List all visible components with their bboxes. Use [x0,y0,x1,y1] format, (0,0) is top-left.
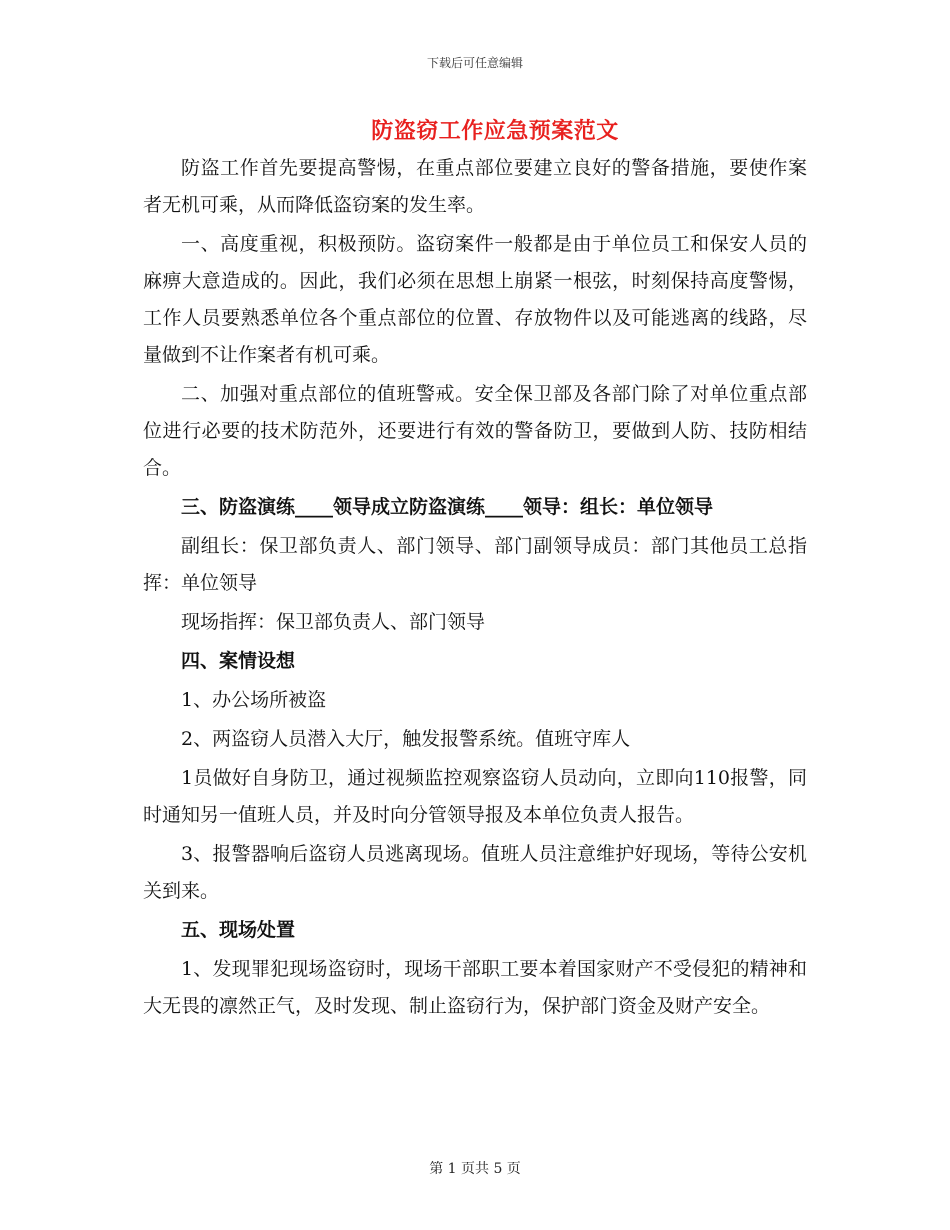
deputy-leader-paragraph: 副组长：保卫部负责人、部门领导、部门副领导成员：部门其他员工总指挥：单位领导 [143,535,807,594]
document-body [143,150,807,1025]
section-1-paragraph: 一、高度重视，积极预防。盗窃案件一般都是由于单位员工和保安人员的麻痹大意造成的。因此，我们必须在思想上崩紧一根弦，时刻保持高度警惕，工作人员要熟悉单位各个重点部位的位置、存放物件以及可能逃离的线路，尽量做到不让作案者有机可乘。 [143,233,807,366]
intro-paragraph: 防盗工作首先要提高警惕，在重点部位要建立良好的警备措施，要使作案者无机可乘，从而降低盗窃案的发生率。 [143,157,807,216]
scenario-item-2-continued: 1员做好自身防卫，通过视频监控观察盗窃人员动向，立即向110报警，同时通知另一值班人员，并及时向分管领导报及本单位负责人报告。 [143,767,807,826]
onsite-commander-paragraph: 现场指挥：保卫部负责人、部门领导 [181,611,486,633]
section-5-heading: 五、现场处置 [181,919,296,941]
scenario-item-3: 3、报警器响后盗窃人员逃离现场。值班人员注意维护好现场，等待公安机关到来。 [143,843,807,902]
page-header-note: 下载后可任意编辑 [426,56,523,70]
scenario-item-1: 1、办公场所被盗 [181,689,327,711]
document-title: 防盗窃工作应急预案范文 [371,118,619,144]
section-4-heading: 四、案情设想 [181,650,296,672]
page-number-footer: 第 1 页共 5 页 [429,1161,521,1177]
scenario-item-2: 2、两盗窃人员潜入大厅，触发报警系统。值班守库人 [181,728,631,750]
onsite-handling-item-1: 1、发现罪犯现场盗窃时，现场干部职工要本着国家财产不受侵犯的精神和大无畏的凛然正气，及时发现、制止盗窃行为，保护部门资金及财产安全。 [143,958,807,1017]
section-2-paragraph: 二、加强对重点部位的值班警戒。安全保卫部及各部门除了对单位重点部位进行必要的技术防范外，还要进行有效的警备防卫，要做到人防、技防相结合。 [143,383,807,479]
section-3-heading: 三、防盗演练____领导成立防盗演练____领导：组长：单位领导 [181,496,714,518]
